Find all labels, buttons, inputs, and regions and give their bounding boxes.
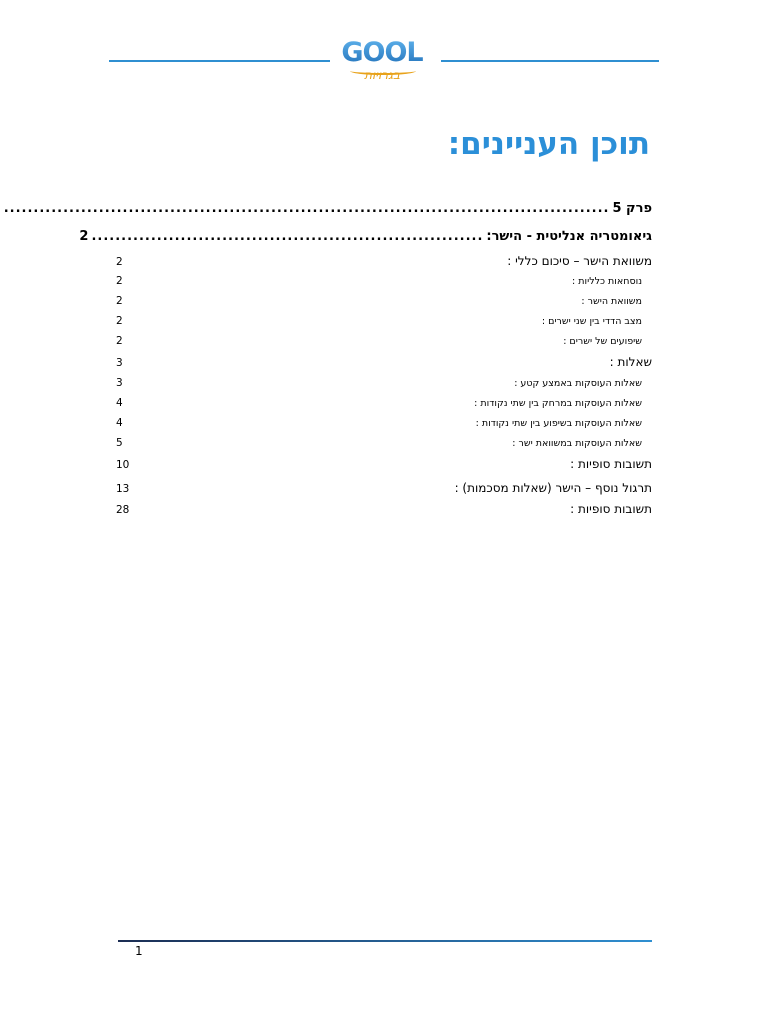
toc-entry-page: 2: [116, 256, 123, 268]
toc-entry-page: 3: [116, 377, 123, 389]
toc-entry-page: 2: [79, 229, 89, 244]
footer-rule: [118, 940, 652, 942]
toc-entry-label: שאלות העוסקות במרחק בין שתי נקודות :: [474, 398, 642, 409]
toc-entry-page: 10: [116, 459, 130, 471]
toc-entry[interactable]: [116, 457, 652, 471]
toc-entry[interactable]: [116, 254, 652, 268]
toc-subentry[interactable]: [116, 335, 652, 347]
logo-wordmark: GOOL: [341, 37, 423, 68]
toc-entry-label: משוואת הישר – סיכום כללי :: [507, 254, 652, 268]
toc-entry-label: פרק 5: [612, 201, 652, 216]
toc-subentry[interactable]: [116, 437, 652, 449]
toc-entry-label: תשובות סופיות :: [570, 457, 652, 471]
toc-entry-label: שאלות העוסקות בשיפוע בין שתי נקודות :: [475, 418, 642, 429]
toc-entry-page: 2: [116, 275, 123, 287]
toc-entry-page: 2: [116, 315, 123, 327]
toc-entry-label: תשובות סופיות :: [570, 502, 652, 516]
toc-entry-label: שיפועים של ישרים :: [563, 336, 642, 347]
header-rule-left: [109, 60, 330, 62]
gool-logo: [340, 38, 424, 94]
toc-leader: ..................................................................: [91, 229, 484, 244]
toc-entry-page: 4: [116, 397, 123, 409]
toc-entry-label: שאלות העוסקות באמצע קטע :: [514, 378, 642, 389]
toc-entry-page: 2: [116, 335, 123, 347]
toc-entry-page: 3: [116, 357, 123, 369]
toc-entry-label: תרגול נוסף – הישר (שאלות מסכמות) :: [454, 481, 652, 495]
toc-entry[interactable]: [116, 481, 652, 495]
logo-swoosh-icon: [350, 67, 416, 75]
toc-entry-page: 4: [116, 417, 123, 429]
toc-title: תוכן העניינים:: [447, 126, 650, 162]
toc-entry-chapter[interactable]: [3, 201, 652, 216]
toc-entry-label: משוואת הישר :: [581, 296, 642, 307]
toc-entry[interactable]: [116, 502, 652, 516]
toc-entry-page: [0, 201, 1, 216]
toc-subentry[interactable]: [116, 377, 652, 389]
header-rule-right: [441, 60, 659, 62]
toc-entry-page: 5: [116, 437, 123, 449]
toc-entry[interactable]: [116, 355, 652, 369]
toc-subentry[interactable]: [116, 295, 652, 307]
toc-entry-label: מצב הדדי בין שני ישרים :: [541, 316, 642, 327]
toc-entry-page: 2: [116, 295, 123, 307]
toc-entry-section[interactable]: [79, 229, 652, 244]
toc-entry-label: שאלות :: [609, 355, 652, 369]
toc-entry-label: שאלות העוסקות במשוואת ישר :: [512, 438, 642, 449]
toc-leader: ......................................................................................................: [3, 201, 610, 216]
toc-subentry[interactable]: [116, 275, 652, 287]
toc-subentry[interactable]: [116, 397, 652, 409]
toc-subentry[interactable]: [116, 417, 652, 429]
logo-tagline: בגרויות: [364, 68, 400, 82]
page-number: 1: [135, 944, 143, 958]
toc-entry-label: נוסחאות כלליות :: [572, 276, 642, 287]
toc-subentry[interactable]: [116, 315, 652, 327]
toc-entry-label: גיאומטריה אנליטית - הישר:: [486, 229, 652, 244]
toc-entry-page: 28: [116, 504, 130, 516]
toc-entry-page: 13: [116, 483, 130, 495]
